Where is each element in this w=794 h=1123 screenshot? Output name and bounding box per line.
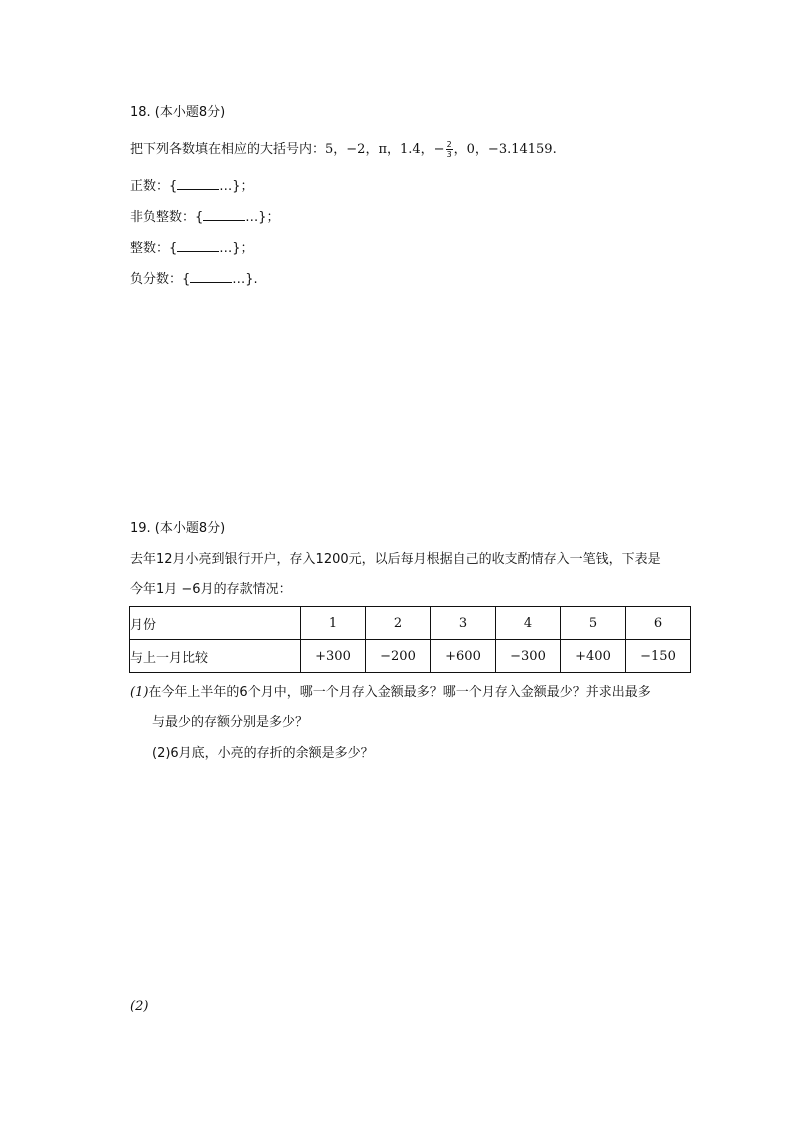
q18-header: 18. (本小题8分) bbox=[130, 105, 226, 120]
change-cell: −150 bbox=[626, 640, 691, 673]
category-tail: …}. bbox=[232, 272, 258, 287]
month-cell: 1 bbox=[301, 607, 366, 640]
part1-text: 在今年上半年的6个月中，哪一个月存入金额最多？哪一个月存入金额最少？并求出最多 bbox=[148, 685, 651, 700]
deposit-table bbox=[129, 606, 691, 673]
month-cell: 5 bbox=[561, 607, 626, 640]
answer-blank[interactable] bbox=[190, 270, 232, 283]
month-cell: 6 bbox=[626, 607, 691, 640]
q18-numbers-tail: ，0，−3.14159. bbox=[453, 142, 557, 157]
q18-frac-den: 3 bbox=[446, 150, 452, 159]
change-cell: −300 bbox=[496, 640, 561, 673]
row-header-change: 与上一月比较 bbox=[130, 640, 301, 673]
category-label: 非负整数：{ bbox=[130, 210, 204, 225]
change-cell: +400 bbox=[561, 640, 626, 673]
category-label: 整数：{ bbox=[130, 241, 178, 256]
category-tail: …}； bbox=[245, 210, 280, 225]
category-label: 正数：{ bbox=[130, 179, 178, 194]
change-cell: +600 bbox=[431, 640, 496, 673]
q19-part1-line1 bbox=[130, 684, 651, 702]
q18-prompt bbox=[130, 140, 557, 159]
table-row-months bbox=[130, 607, 691, 640]
q18-frac-num: 2 bbox=[446, 140, 452, 149]
q19-part1-line2: 与最少的存额分别是多少？ bbox=[152, 715, 309, 730]
month-cell: 3 bbox=[431, 607, 496, 640]
change-cell: +300 bbox=[301, 640, 366, 673]
table-row-changes bbox=[130, 640, 691, 673]
month-cell: 2 bbox=[366, 607, 431, 640]
answer-part2-marker: (2) bbox=[130, 999, 149, 1014]
part1-marker: (1) bbox=[130, 685, 149, 700]
q18-category-nonneg-integer bbox=[130, 208, 280, 227]
q19-intro-line2: 今年1月 −6月的存款情况： bbox=[130, 582, 292, 597]
category-label: 负分数：{ bbox=[130, 272, 191, 287]
month-cell: 4 bbox=[496, 607, 561, 640]
q19-header: 19. (本小题8分) bbox=[130, 521, 226, 536]
answer-blank[interactable] bbox=[177, 177, 219, 190]
row-header-month: 月份 bbox=[130, 607, 301, 640]
change-cell: −200 bbox=[366, 640, 431, 673]
category-tail: …}； bbox=[219, 241, 254, 256]
q18-category-integer bbox=[130, 239, 254, 258]
q18-fraction bbox=[446, 140, 453, 159]
q18-prompt-text: 把下列各数填在相应的大括号内： bbox=[130, 142, 326, 157]
q18-category-positive bbox=[130, 177, 254, 196]
q18-category-negative-fraction bbox=[130, 270, 258, 289]
category-tail: …}； bbox=[219, 179, 254, 194]
answer-blank[interactable] bbox=[177, 239, 219, 252]
answer-blank[interactable] bbox=[203, 208, 245, 221]
q19-intro-line1: 去年12月小亮到银行开户，存入1200元，以后每月根据自己的收支酌情存入一笔钱，下表是 bbox=[130, 552, 661, 567]
q18-numbers: 5，−2，π，1.4，− bbox=[325, 142, 445, 157]
q19-part2: (2)6月底，小亮的存折的余额是多少？ bbox=[152, 746, 374, 761]
